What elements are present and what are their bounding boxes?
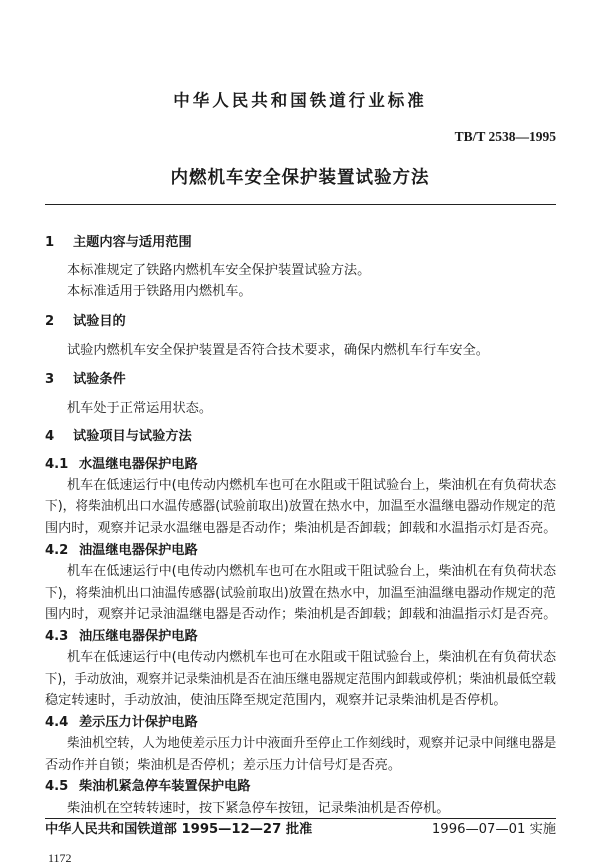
paragraph-line: 稳定转速时，手动放油，使油压降至规定范围内，观察并记录柴油机是否停机。 [45,693,507,708]
footer-rule [45,818,556,819]
paragraph-line: 本标准适用于铁路用内燃机车。 [67,284,252,299]
paragraph-line: 试验内燃机车安全保护装置是否符合技术要求，确保内燃机车行车安全。 [67,343,489,358]
section-heading [45,429,192,445]
section-title: 油温继电器保护电路 [79,543,198,558]
section-number: 4.3 [45,629,69,644]
paragraph-line: 本标准规定了铁路内燃机车安全保护装置试验方法。 [67,263,371,278]
paragraph-line: 柴油机空转，人为地使差示压力计中液面升至停止工作刻线时，观察并记录中间继电器是 [67,736,557,751]
section-number: 4.2 [45,543,69,558]
approval-date: 中华人民共和国铁道部 1995—12—27 批准 [45,822,313,837]
paragraph-line: 柴油机在空转转速时，按下紧急停车按钮，记录柴油机是否停机。 [67,801,450,816]
section-title: 试验条件 [73,372,126,387]
paragraph-line: 下)，手动放油，观察并记录柴油机是否在油压继电器规定范围内卸载或停机；柴油机最低空载 [45,672,556,687]
subsection-heading [45,543,198,559]
subsection-heading [45,457,198,473]
paragraph-line: 机车在低速运行中(电传动内燃机车也可在水阻或干阻试验台上，柴油机在有负荷状态 [67,564,557,579]
paragraph-line: 下)，将柴油机出口油温传感器(试验前取出)放置在热水中，加温至油温继电器动作规定的范 [45,586,556,601]
section-title: 主题内容与适用范围 [73,235,192,250]
section-heading [45,372,126,388]
document-title: 内燃机车安全保护装置试验方法 [170,168,430,188]
paragraph-line: 围内时，观察并记录水温继电器是否动作；柴油机是否卸载；卸载和水温指示灯是否亮。 [45,521,557,536]
section-heading [45,314,126,330]
org-standard-title: 中华人民共和国铁道行业标准 [173,91,427,110]
paragraph-line: 否动作并自锁；柴油机是否停机；差示压力计信号灯是否亮。 [45,758,402,773]
section-title: 差示压力计保护电路 [79,715,198,730]
section-title: 试验目的 [73,314,126,329]
section-number: 4 [45,429,55,444]
subsection-heading [45,779,250,795]
section-title: 试验项目与试验方法 [73,429,192,444]
header-rule [45,204,556,205]
paragraph-line: 机车处于正常运用状态。 [67,401,213,416]
section-title: 水温继电器保护电路 [79,457,198,472]
section-number: 3 [45,372,55,387]
section-title: 柴油机紧急停车装置保护电路 [79,779,251,794]
section-heading [45,235,192,251]
section-title: 油压继电器保护电路 [79,629,198,644]
effective-date: 1996—07—01 实施 [431,822,556,837]
subsection-heading [45,629,198,645]
subsection-heading [45,715,198,731]
paragraph-line: 机车在低速运行中(电传动内燃机车也可在水阻或干阻试验台上，柴油机在有负荷状态 [67,478,557,493]
section-number: 4.1 [45,457,69,472]
page-number: 1172 [48,851,72,865]
standard-code: TB/T 2538—1995 [454,129,556,144]
paragraph-line: 围内时，观察并记录油温继电器是否动作；柴油机是否卸载；卸载和油温指示灯是否亮。 [45,607,557,622]
paragraph-line: 下)，将柴油机出口水温传感器(试验前取出)放置在热水中，加温至水温继电器动作规定的范 [45,499,556,514]
section-number: 4.5 [45,779,69,794]
section-number: 1 [45,235,55,250]
section-number: 2 [45,314,55,329]
section-number: 4.4 [45,715,69,730]
paragraph-line: 机车在低速运行中(电传动内燃机车也可在水阻或干阻试验台上，柴油机在有负荷状态 [67,650,557,665]
